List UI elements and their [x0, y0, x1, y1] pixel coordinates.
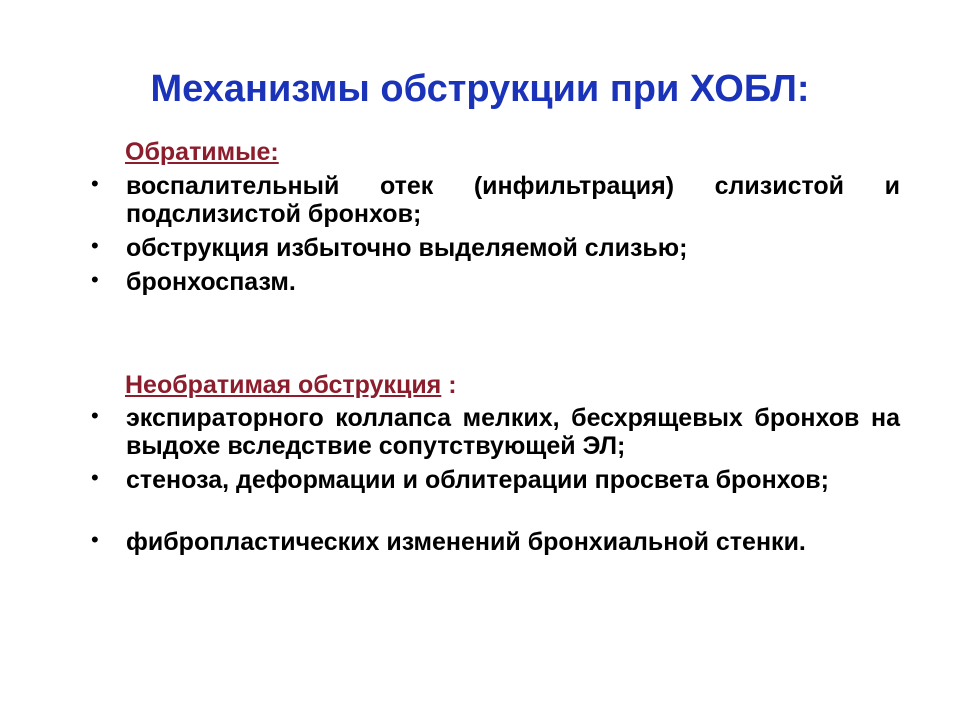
slide-title: Механизмы обструкции при ХОБЛ:: [150, 68, 810, 110]
bullet-icon: •: [91, 527, 99, 552]
list-item-text: фибропластических изменений бронхиальной стенки.: [126, 528, 806, 556]
list-item-text: обструкция избыточно выделяемой слизью;: [126, 234, 688, 262]
list-item-text: бронхоспазм.: [126, 268, 296, 296]
reversible-heading: [125, 137, 279, 167]
irreversible-heading-suffix: :: [441, 371, 457, 399]
bullet-icon: •: [91, 465, 99, 490]
bullet-icon: •: [91, 267, 99, 292]
reversible-heading-text: Обратимые:: [125, 138, 279, 166]
list-item-text: экспираторного коллапса мелких, бесхрящевых бронхов на выдохе вследствие сопутствующей ЭЛ;: [126, 404, 900, 460]
irreversible-heading-text: Необратимая обструкция: [125, 371, 442, 399]
list-item-text: воспалительный отек (инфильтрация) слизистой и подслизистой бронхов;: [126, 172, 900, 228]
irreversible-heading: [125, 370, 457, 400]
bullet-icon: •: [91, 171, 99, 196]
bullet-icon: •: [91, 233, 99, 258]
bullet-icon: •: [91, 403, 99, 428]
list-item-text: стеноза, деформации и облитерации просвета бронхов;: [126, 466, 829, 494]
